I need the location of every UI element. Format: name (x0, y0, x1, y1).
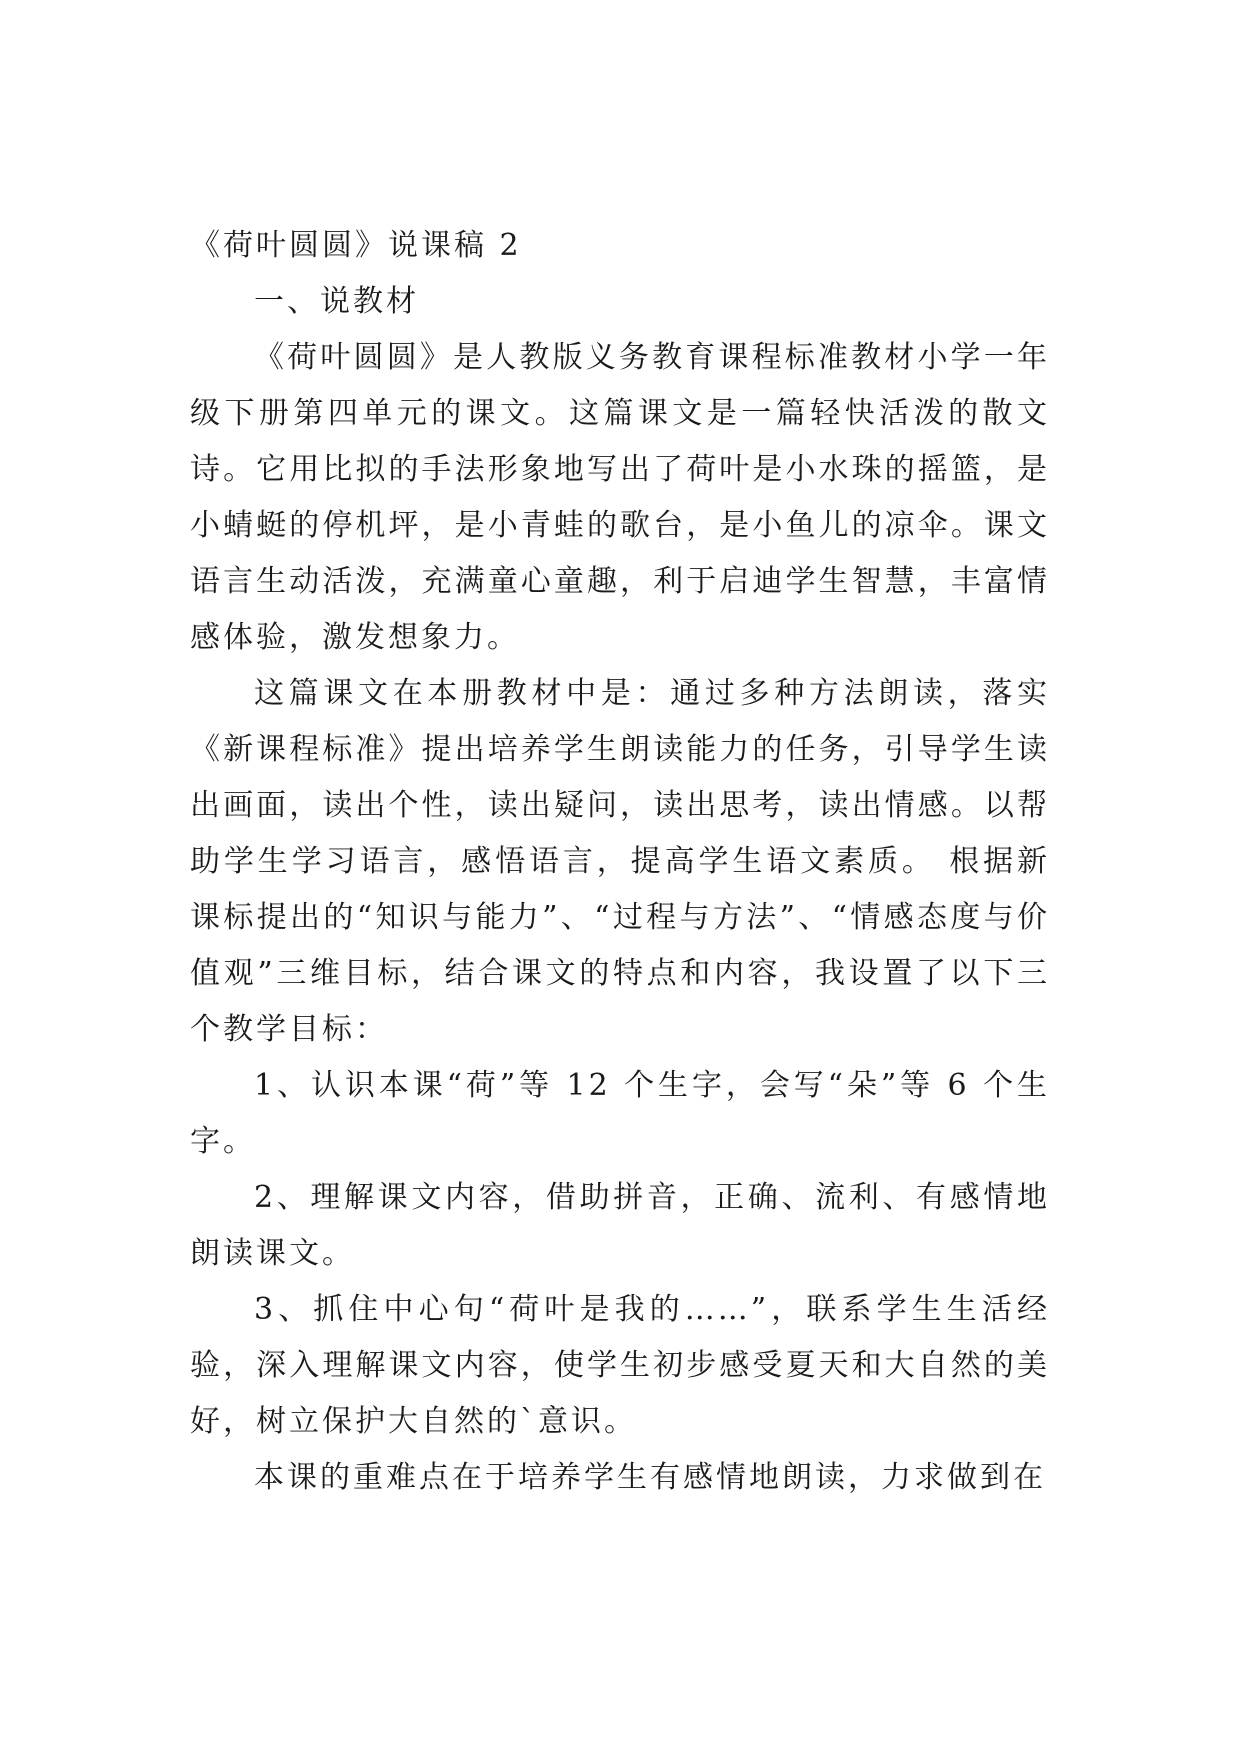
document-title: 《荷叶圆圆》说课稿 2 (190, 228, 522, 263)
section-heading: 一、说教材 (254, 284, 419, 319)
document-body (190, 218, 1050, 1506)
paragraph-objective-2: 2、理解课文内容，借助拼音，正确、流利、有感情地朗读课文。 (190, 1180, 1050, 1271)
paragraph-intro: 《荷叶圆圆》是人教版义务教育课程标准教材小学一年级下册第四单元的课文。这篇课文是一篇轻快活泼的散文诗。它用比拟的手法形象地写出了荷叶是小水珠的摇篮，是小蜻蜓的停机坪，是小青蛙的歌台，是小鱼儿的凉伞。课文语言生动活泼，充满童心童趣，利于启迪学生智慧，丰富情感体验，激发想象力。 (190, 340, 1050, 655)
paragraph-objective-1: 1、认识本课“荷”等 12 个生字，会写“朵”等 6 个生字。 (190, 1068, 1050, 1159)
paragraph-key-points: 本课的重难点在于培养学生有感情地朗读，力求做到在 (254, 1460, 1046, 1495)
paragraph-goals: 这篇课文在本册教材中是：通过多种方法朗读，落实《新课程标准》提出培养学生朗读能力的任务，引导学生读出画面，读出个性，读出疑问，读出思考，读出情感。以帮助学生学习语言，感悟语言，提高学生语文素质。 根据新课标提出的“知识与能力”、“过程与方法”、“情感态度与价值观”三维目标，结合课文的特点和内容，我设置了以下三个教学目标： (190, 676, 1050, 1047)
paragraph-objective-3: 3、抓住中心句“荷叶是我的……”，联系学生生活经验，深入理解课文内容，使学生初步感受夏天和大自然的美好，树立保护大自然的`意识。 (190, 1292, 1050, 1439)
